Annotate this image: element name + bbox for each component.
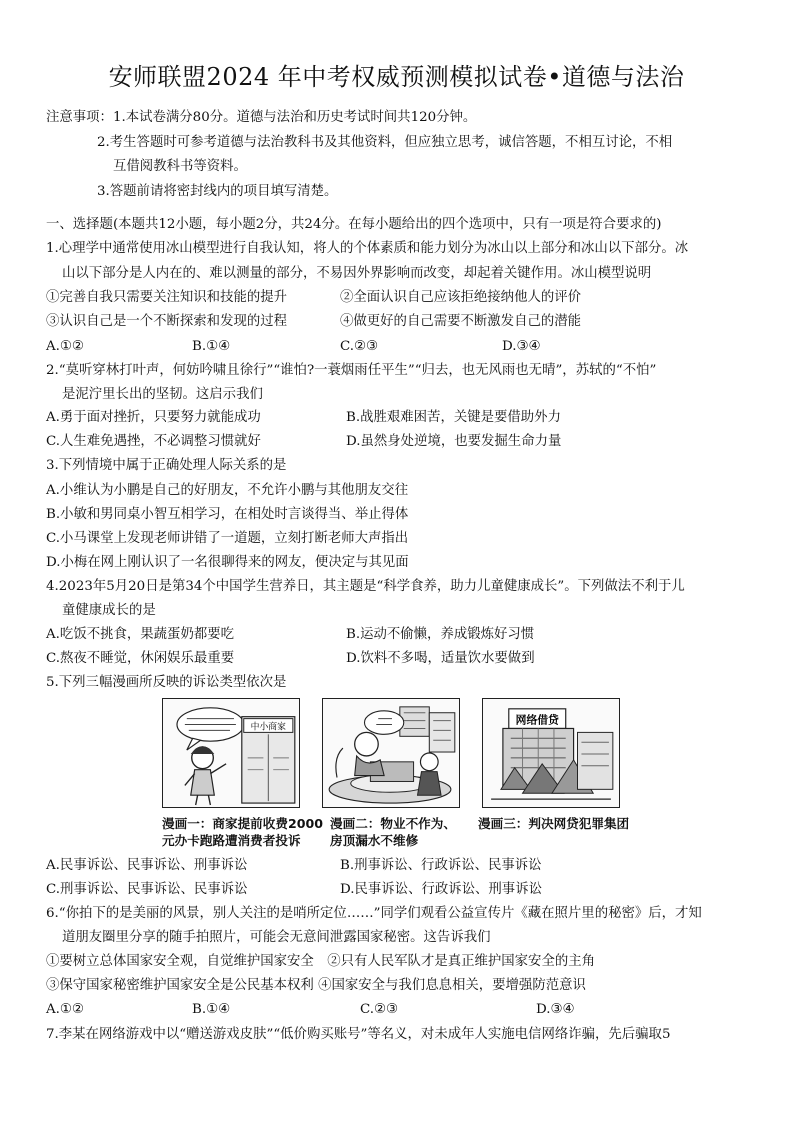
comic-2-image [322,698,460,808]
note-2: 2.考生答题时可参考道德与法治教科书及其他资料，但应独立思考，诚信答题，不相互讨论，不相 [97,135,673,150]
q1-option-b: B.①④ [192,339,231,354]
q5-stem: 5.下列三幅漫画所反映的诉讼类型依次是 [46,675,287,690]
q3-option-b: B.小敏和男同桌小智互相学习，在相处时言谈得当、举止得体 [46,507,409,522]
q2-stem: 2.“莫听穿林打叶声，何妨吟啸且徐行”“谁怕?一蓑烟雨任平生”“归去，也无风雨也无晴”，苏轼的“不怕” [46,363,657,378]
q1-statement-2: ②全面认识自己应该拒绝接纳他人的评价 [340,290,582,305]
q2-option-d: D.虽然身处逆境，也要发掘生命力量 [346,434,562,449]
q5-option-b: B.刑事诉讼、行政诉讼、民事诉讼 [340,858,542,873]
comic-1-shop-sign: 中小商家 [250,722,286,733]
q6-statements-1-2: ①要树立总体国家安全观，自觉维护国家安全 ②只有人民军队才是真正维护国家安全的主角 [46,954,596,969]
q3-option-d: D.小梅在网上刚认识了一名很聊得来的网友，便决定与其见面 [46,555,409,570]
q5-option-d: D.民事诉讼、行政诉讼、刑事诉讼 [340,882,542,897]
q2-stem-cont: 是泥泞里长出的坚韧。这启示我们 [62,387,263,402]
q1-option-c: C.②③ [340,339,379,354]
q1-option-a: A.①② [46,339,84,354]
comic-1-image [162,698,300,808]
q4-stem: 4.2023年5月20日是第34个中国学生营养日，其主题是“科学食养，助力儿童健康成长”。下列做法不利于儿 [46,579,685,594]
q4-option-d: D.饮料不多喝，适量饮水要做到 [346,651,535,666]
q6-option-c: C.②③ [360,1002,399,1017]
q2-option-b: B.战胜艰难困苦，关键是要借助外力 [346,410,561,425]
q5-option-a: A.民事诉讼、民事诉讼、刑事诉讼 [46,858,248,873]
q4-option-a: A.吃饭不挑食，果蔬蛋奶都要吃 [46,627,235,642]
section-heading: 一、选择题(本题共12小题，每小题2分，共24分。在每小题给出的四个选项中，只有一项是符合要求的) [46,217,662,232]
comic-1-caption-cont: 元办卡跑路遭消费者投诉 [162,833,301,848]
comic-2-caption: 漫画二：物业不作为、 [330,816,456,831]
comic-3-caption: 漫画三：判决网贷犯罪集团 [478,816,630,831]
comic-3-sign: 网络借贷 [515,713,559,727]
q1-statement-1: ①完善自我只需要关注知识和技能的提升 [46,290,288,305]
comic-2-drawing [323,699,459,807]
q4-stem-cont: 童健康成长的是 [62,603,156,618]
comic-3-drawing [483,699,619,807]
q2-option-a: A.勇于面对挫折，只要努力就能成功 [46,410,261,425]
q3-option-a: A.小维认为小鹏是自己的好朋友，不允许小鹏与其他朋友交往 [46,483,409,498]
note-1: 注意事项：1.本试卷满分80分。道德与法治和历史考试时间共120分钟。 [46,110,477,125]
note-2-cont: 互借阅教科书等资料。 [113,159,247,174]
q3-stem: 3.下列情境中属于正确处理人际关系的是 [46,458,287,473]
comic-1-caption: 漫画一：商家提前收费2000 [162,816,323,831]
q7-stem: 7.李某在网络游戏中以“赠送游戏皮肤”“低价购买账号”等名义，对未成年人实施电信网络诈骗，先后骗取5 [46,1027,671,1042]
q1-statement-3: ③认识自己是一个不断探索和发现的过程 [46,314,288,329]
q1-option-d: D.③④ [502,339,541,354]
exam-title: 安师联盟2024 年中考权威预测模拟试卷•道德与法治 [108,63,685,91]
q6-option-d: D.③④ [536,1002,575,1017]
q6-stem: 6.“你拍下的是美丽的风景，别人关注的是哨所定位……”同学们观看公益宣传片《藏在照片里的秘密》后，才知 [46,906,702,921]
q1-stem-cont: 山以下部分是人内在的、难以测量的部分，不易因外界影响而改变，却起着关键作用。冰山模型说明 [62,266,652,281]
q6-option-b: B.①④ [192,1002,231,1017]
q4-option-b: B.运动不偷懒，养成锻炼好习惯 [346,627,535,642]
q1-statement-4: ④做更好的自己需要不断激发自己的潜能 [340,314,582,329]
q4-option-c: C.熬夜不睡觉，休闲娱乐最重要 [46,651,235,666]
q5-option-c: C.刑事诉讼、民事诉讼、民事诉讼 [46,882,248,897]
q1-stem: 1.心理学中通常使用冰山模型进行自我认知，将人的个体素质和能力划分为冰山以上部分和冰山以下部分。冰 [46,241,689,256]
q6-stem-cont: 道朋友圈里分享的随手拍照片，可能会无意间泄露国家秘密。这告诉我们 [62,930,491,945]
comic-1-drawing [163,699,299,807]
q3-option-c: C.小马课堂上发现老师讲错了一道题，立刻打断老师大声指出 [46,531,409,546]
comic-2-caption-cont: 房顶漏水不维修 [330,833,419,848]
q2-option-c: C.人生难免遇挫，不必调整习惯就好 [46,434,261,449]
note-3: 3.答题前请将密封线内的项目填写清楚。 [97,184,338,199]
comic-3-image [482,698,620,808]
q6-option-a: A.①② [46,1002,84,1017]
q6-statements-3-4: ③保守国家秘密维护国家安全是公民基本权利 ④国家安全与我们息息相关，要增强防范意识 [46,978,586,993]
